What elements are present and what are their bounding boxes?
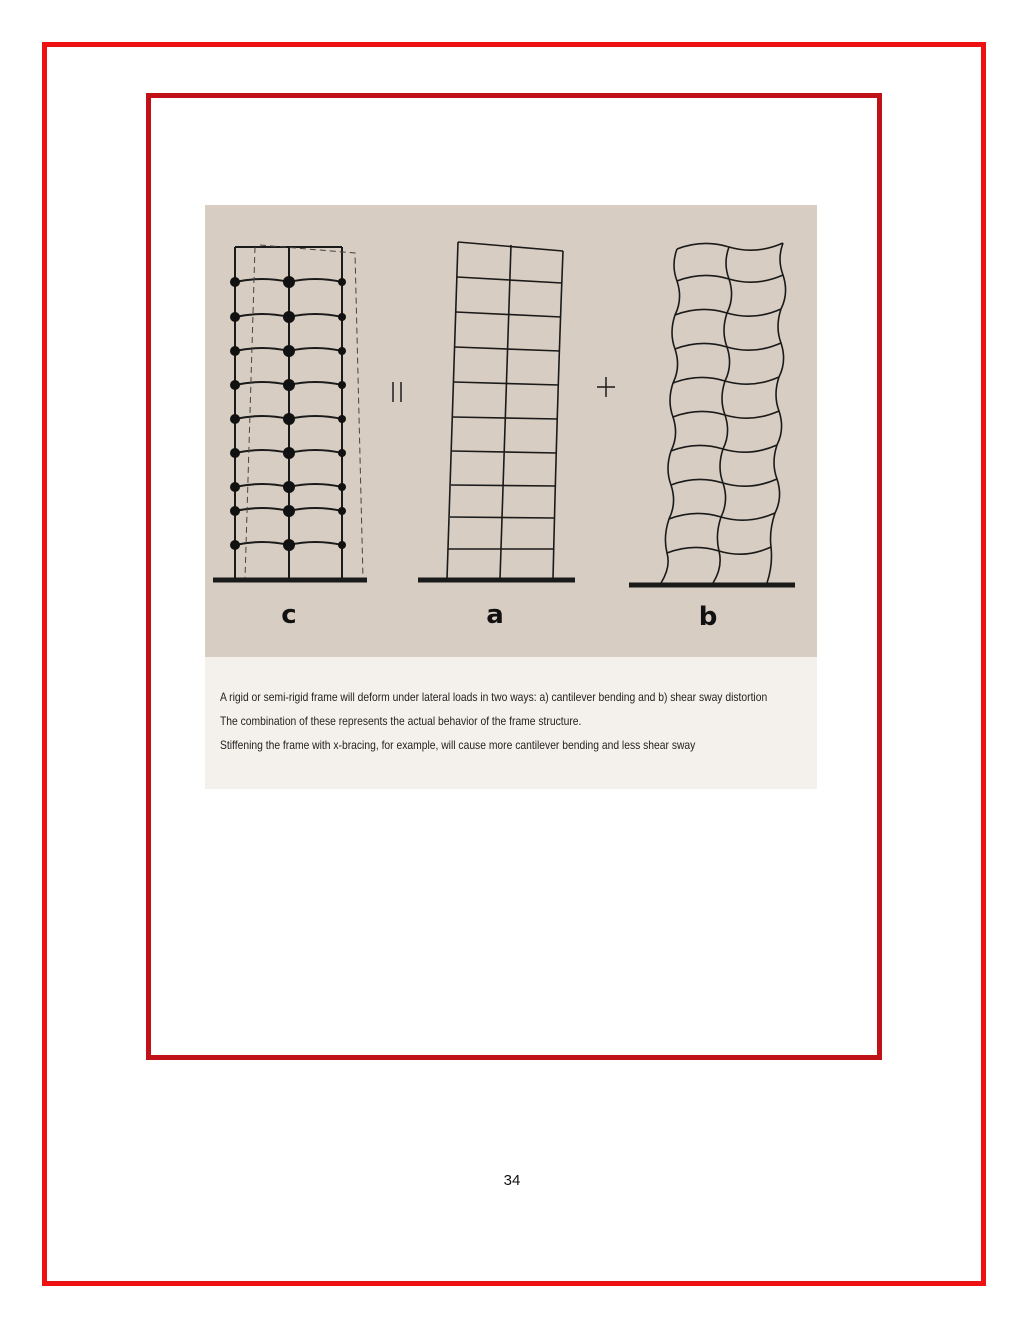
caption-line-3: Stiffening the frame with x-bracing, for example, will cause more cantilever bending and less shear sway [220,738,696,752]
panel-label-a: a [486,600,504,630]
panel-label-b: b [698,602,718,632]
frame-b-drawing [629,243,795,585]
frame-deformation-figure [205,205,817,657]
frame-diagram [205,205,817,657]
panel-label-c: c [281,600,297,630]
equals-sign [393,382,401,402]
plus-sign [597,377,615,397]
page-number: 34 [503,1172,521,1189]
caption-line-2: The combination of these represents the actual behavior of the frame structure. [220,714,582,728]
figure-caption [205,657,817,789]
caption-line-1: A rigid or semi-rigid frame will deform under lateral loads in two ways: a) cantilever bending and b) shear sway distortion [220,690,768,704]
frame-c-drawing [213,245,367,580]
frame-a-drawing [418,242,575,580]
